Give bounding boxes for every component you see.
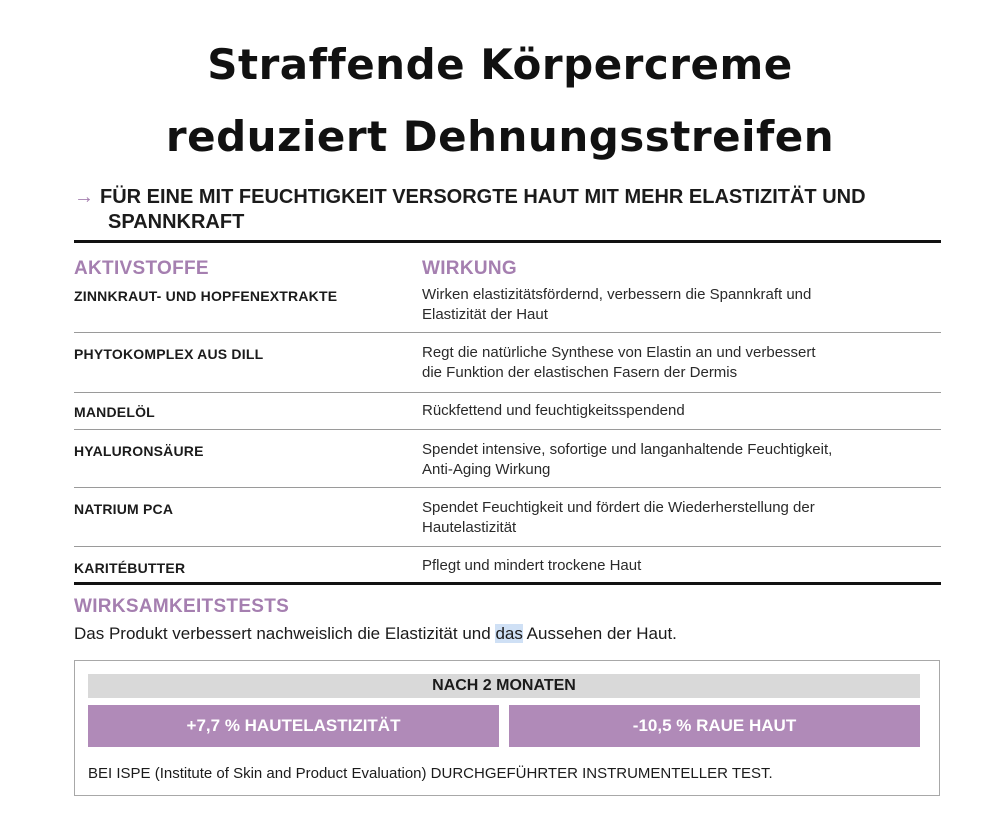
headline bbox=[74, 185, 954, 235]
result-elasticity-badge: +7,7 % HAUTELASTIZITÄT bbox=[88, 705, 499, 747]
effect-line: Regt die natürliche Synthese von Elastin an und verbessert bbox=[422, 344, 816, 361]
result-rough-skin-badge: -10,5 % RAUE HAUT bbox=[509, 705, 920, 747]
ingredient-name: ZINNKRAUT- UND HOPFENEXTRAKTE bbox=[74, 288, 338, 304]
headline-line-2: SPANNKRAFT bbox=[108, 211, 245, 233]
effect-line: Anti-Aging Wirkung bbox=[422, 461, 551, 478]
row-divider bbox=[74, 429, 941, 430]
efficacy-text-part: Aussehen der Haut. bbox=[522, 624, 677, 643]
ingredient-effect bbox=[422, 343, 922, 383]
efficacy-tests-text bbox=[74, 624, 677, 644]
test-note: BEI ISPE (Institute of Skin and Product Evaluation) DURCHGEFÜHRTER INSTRUMENTELLER TEST. bbox=[88, 765, 773, 782]
ingredient-name: MANDELÖL bbox=[74, 404, 155, 420]
efficacy-tests-title: WIRKSAMKEITSTESTS bbox=[74, 596, 290, 617]
page-title-line-2: reduziert Dehnungsstreifen bbox=[165, 112, 835, 161]
ingredient-name: HYALURONSÄURE bbox=[74, 443, 204, 459]
ingredient-name: NATRIUM PCA bbox=[74, 501, 174, 517]
effect-line: Spendet intensive, sofortige und langanhaltende Feuchtigkeit, bbox=[422, 441, 833, 458]
ingredient-effect bbox=[422, 401, 922, 421]
effect-line: Hautelastizität bbox=[422, 519, 517, 536]
row-divider bbox=[74, 487, 941, 488]
ingredient-effect bbox=[422, 498, 922, 538]
effect-line: Elastizität der Haut bbox=[422, 306, 548, 323]
arrow-right-icon: → bbox=[74, 186, 94, 208]
page-title-line-1: Straffende Körpercreme bbox=[207, 40, 793, 89]
table-top-rule bbox=[74, 240, 941, 243]
ingredient-name: KARITÉBUTTER bbox=[74, 560, 186, 576]
effect-line: Rückfettend und feuchtigkeitsspendend bbox=[422, 402, 685, 419]
table-bottom-rule bbox=[74, 582, 941, 585]
ingredient-name: PHYTOKOMPLEX AUS DILL bbox=[74, 346, 264, 362]
results-period-header: NACH 2 MONATEN bbox=[88, 674, 920, 698]
results-box bbox=[74, 660, 940, 796]
ingredient-effect bbox=[422, 556, 922, 576]
column-header-ingredients: AKTIVSTOFFE bbox=[74, 258, 209, 279]
effect-line: Spendet Feuchtigkeit und fördert die Wiederherstellung der bbox=[422, 499, 815, 516]
column-header-effect: WIRKUNG bbox=[422, 258, 517, 279]
effect-line: die Funktion der elastischen Fasern der Dermis bbox=[422, 364, 738, 381]
ingredient-effect bbox=[422, 285, 922, 325]
highlighted-word: das bbox=[495, 624, 523, 643]
ingredient-effect bbox=[422, 440, 922, 480]
row-divider bbox=[74, 332, 941, 333]
row-divider bbox=[74, 546, 941, 547]
headline-line-1: FÜR EINE MIT FEUCHTIGKEIT VERSORGTE HAUT MIT MEHR ELASTIZITÄT UND bbox=[100, 186, 866, 208]
row-divider bbox=[74, 392, 941, 393]
effect-line: Pflegt und mindert trockene Haut bbox=[422, 557, 642, 574]
efficacy-text-part: Das Produkt verbessert nachweislich die Elastizität und bbox=[74, 624, 496, 643]
effect-line: Wirken elastizitätsfördernd, verbessern die Spannkraft und bbox=[422, 286, 812, 303]
